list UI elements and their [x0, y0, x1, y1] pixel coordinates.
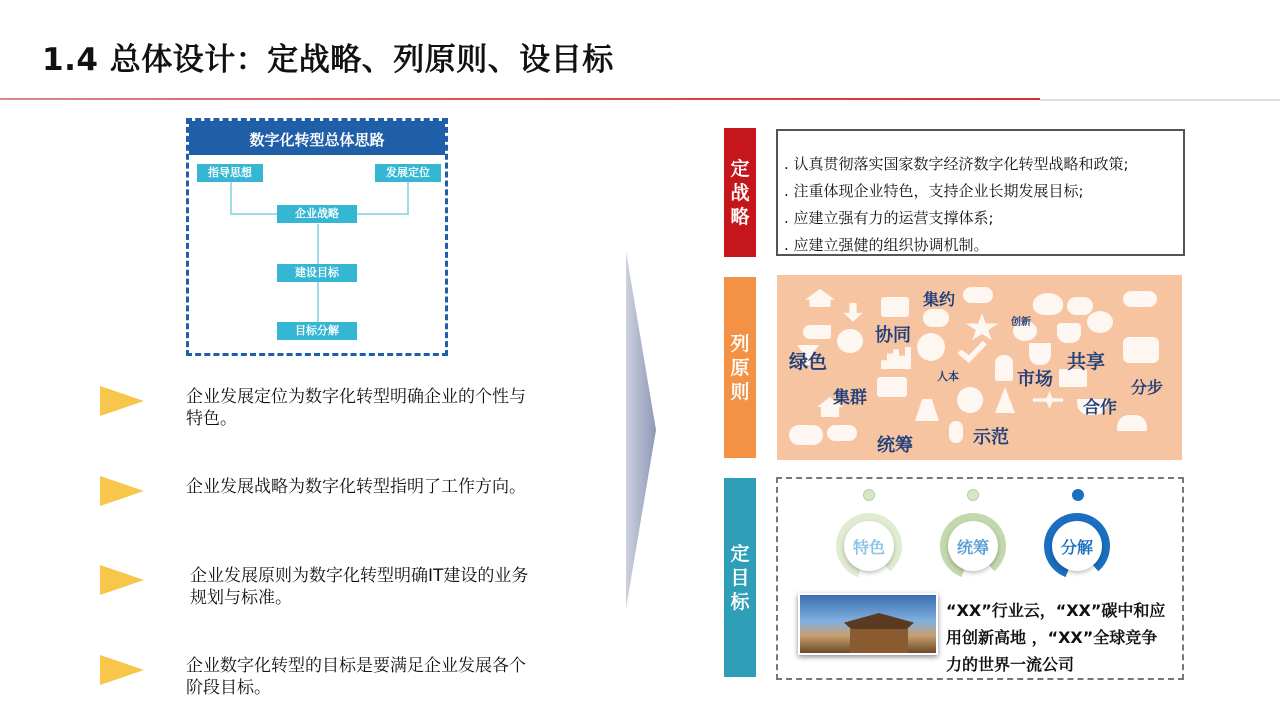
- principle-word: 创新: [1011, 317, 1031, 328]
- goal-label: 定目标: [724, 478, 756, 677]
- download-icon: [841, 303, 865, 325]
- principle-word: 市场: [1017, 369, 1053, 390]
- strategy-list: [776, 129, 1185, 256]
- principle-word: 集约: [923, 290, 956, 309]
- music-note-icon: [1029, 343, 1051, 365]
- goal-ring-label: 分解: [1060, 538, 1093, 557]
- principle-word: 绿色: [789, 351, 828, 373]
- landmark-photo: [798, 593, 938, 655]
- bullet-text: 企业发展战略为数字化转型指明了工作方向。: [186, 477, 526, 497]
- bicycle-icon: [1123, 291, 1157, 307]
- framework-diagram: [186, 118, 448, 356]
- principle-word: 统筹: [877, 435, 913, 456]
- heart-icon: [1087, 311, 1113, 333]
- pagoda-body-shape: [850, 629, 908, 653]
- bullet-text: 企业数字化转型的目标是要满足企业发展各个阶段目标。: [186, 656, 526, 698]
- strategy-item: . 认真贯彻落实国家数字经济数字化转型战略和政策;: [784, 155, 1129, 173]
- house-icon: [805, 289, 835, 307]
- goal-indicator-dot: [863, 489, 875, 501]
- bullet-text: 企业发展原则为数字化转型明确IT建设的业务规划与标准。: [190, 566, 529, 608]
- butterfly-icon: [1033, 293, 1063, 315]
- principle-label: 列原则: [724, 277, 756, 458]
- principle-word: 分步: [1131, 378, 1164, 397]
- triangle-arrow-icon: [100, 565, 144, 595]
- positioning-box: 发展定位: [375, 164, 441, 182]
- strategy-item: . 应建立强有力的运营支撑体系;: [784, 209, 994, 227]
- hat-icon: [1117, 415, 1147, 431]
- goal-indicator-dot: [1072, 489, 1084, 501]
- principle-word: 合作: [1083, 398, 1117, 418]
- connector-line: [317, 224, 319, 264]
- title-divider-tail: [1040, 99, 1280, 101]
- cloud-icon: [963, 287, 993, 303]
- goal-ring-label: 统筹: [956, 538, 989, 557]
- strategy-label: 定战略: [724, 128, 756, 257]
- check-icon: [957, 341, 987, 363]
- principles-word-cloud: [777, 275, 1182, 460]
- sun-icon: [837, 329, 863, 353]
- figure-icon: [995, 355, 1013, 381]
- principle-word: 集群: [833, 388, 867, 408]
- dress-icon: [915, 399, 939, 421]
- principle-word: 示范: [973, 427, 1009, 448]
- goal-ring-overall: [940, 513, 1006, 579]
- bullet-text: 企业发展定位为数字化转型明确企业的个性与特色。: [186, 387, 526, 429]
- triangle-arrow-icon: [100, 386, 144, 416]
- goal-ring-label: 特色: [852, 538, 885, 557]
- connector-line: [230, 213, 280, 215]
- strategy-item: . 注重体现企业特色，支持企业长期发展目标;: [784, 182, 1084, 200]
- tower-icon: [995, 387, 1015, 413]
- shoe-icon: [803, 325, 831, 339]
- goal-decompose-box: 目标分解: [277, 322, 357, 340]
- sun-icon: [957, 387, 983, 413]
- framework-title: 数字化转型总体思路: [189, 121, 445, 155]
- pagoda-roof-shape: [844, 613, 914, 629]
- cloud-icon: [789, 425, 823, 445]
- goal-statement: “XX”行业云，“XX”碳中和应用创新高地 ，“XX”全球竞争力的世界一流公司: [946, 601, 1166, 674]
- principle-word: 共享: [1067, 351, 1106, 373]
- title-divider: [0, 98, 1040, 100]
- goal-ring-feature: [836, 513, 902, 579]
- connector-line: [230, 181, 232, 215]
- tag-icon: [923, 309, 949, 327]
- cloud-icon: [1067, 297, 1093, 315]
- hands-icon: [827, 425, 857, 441]
- chart-icon: [881, 347, 911, 369]
- building-icon: [877, 377, 907, 397]
- principle-word: 人本: [937, 370, 959, 383]
- people-icon: [1123, 337, 1159, 363]
- principle-word: 协同: [875, 325, 911, 346]
- connector-line: [407, 181, 409, 215]
- airplane-icon: [1033, 391, 1063, 409]
- page-title: 1.4 总体设计：定战略、列原则、设目标: [42, 42, 614, 78]
- no-smoking-icon: [917, 333, 945, 361]
- triangle-arrow-icon: [100, 655, 144, 685]
- build-goal-box: 建设目标: [277, 264, 357, 282]
- guiding-thought-box: 指导思想: [197, 164, 263, 182]
- strategy-item: . 应建立强健的组织协调机制。: [784, 236, 989, 254]
- enterprise-strategy-box: 企业战略: [277, 205, 357, 223]
- goal-ring-decompose: [1044, 513, 1110, 579]
- computer-icon: [881, 297, 909, 317]
- clip-icon: [949, 421, 963, 443]
- star-icon: [965, 313, 999, 343]
- goal-indicator-dot: [967, 489, 979, 501]
- connector-line: [317, 282, 319, 322]
- connector-line: [357, 213, 409, 215]
- cup-icon: [1057, 323, 1081, 343]
- triangle-arrow-icon: [100, 476, 144, 506]
